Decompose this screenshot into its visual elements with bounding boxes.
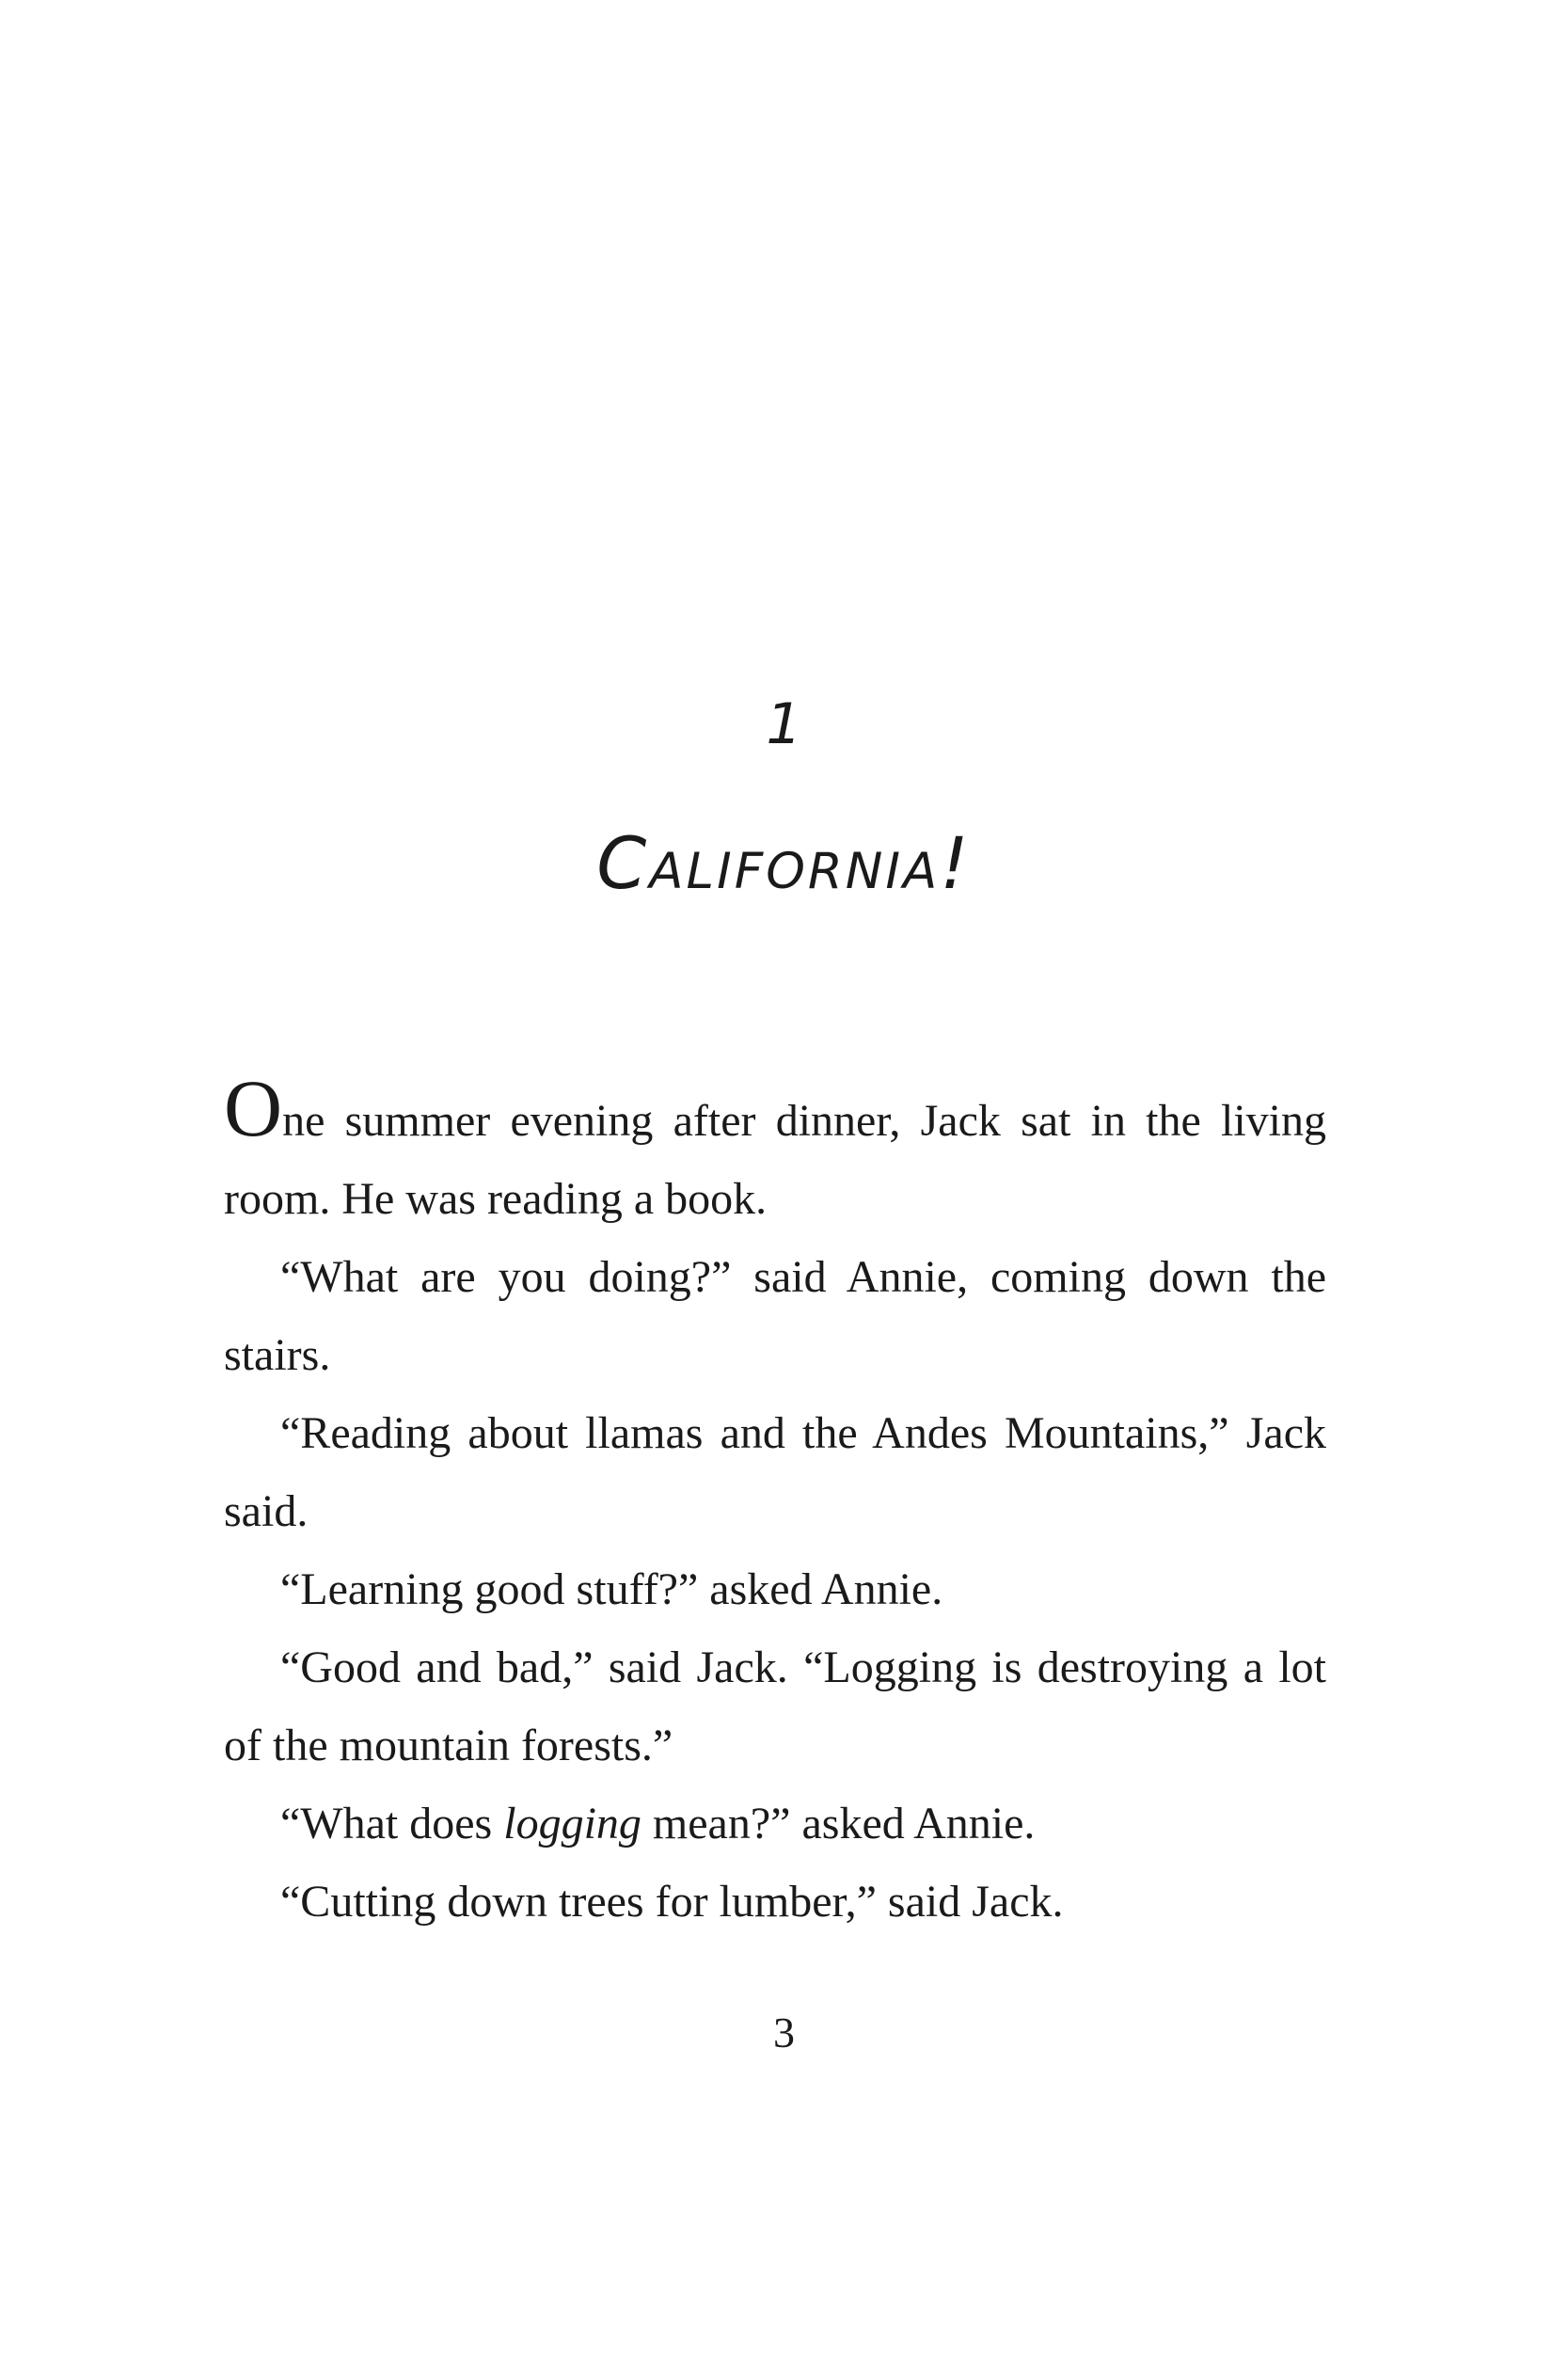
- page-number: 3: [773, 2008, 795, 2056]
- chapter-body: [224, 1063, 1326, 1941]
- paragraph-3: “Reading about llamas and the Andes Mountains,” Jack said.: [224, 1408, 1326, 1536]
- paragraph-text-after: mean?” asked Annie.: [641, 1799, 1036, 1848]
- paragraph-6: [224, 1785, 1326, 1863]
- paragraph-5: “Good and bad,” said Jack. “Logging is destroying a lot of the mountain forests.”: [224, 1642, 1326, 1770]
- paragraph-4: “Learning good stuff?” asked Annie.: [280, 1564, 943, 1614]
- paragraph-text-before: “What does: [280, 1799, 504, 1848]
- paragraph-text: ne summer evening after dinner, Jack sat in the living room. He was reading a book.: [224, 1096, 1326, 1224]
- emphasized-word: logging: [503, 1799, 641, 1848]
- paragraph-2: “What are you doing?” said Annie, coming down the stairs.: [224, 1252, 1326, 1380]
- chapter-title: [0, 821, 1568, 905]
- drop-cap: O: [224, 1063, 283, 1153]
- paragraph-7: “Cutting down trees for lumber,” said Jack.: [280, 1877, 1064, 1927]
- paragraph-1: [224, 1063, 1326, 1238]
- chapter-number: 1: [766, 691, 802, 757]
- chapter-title-text: California!: [596, 821, 972, 905]
